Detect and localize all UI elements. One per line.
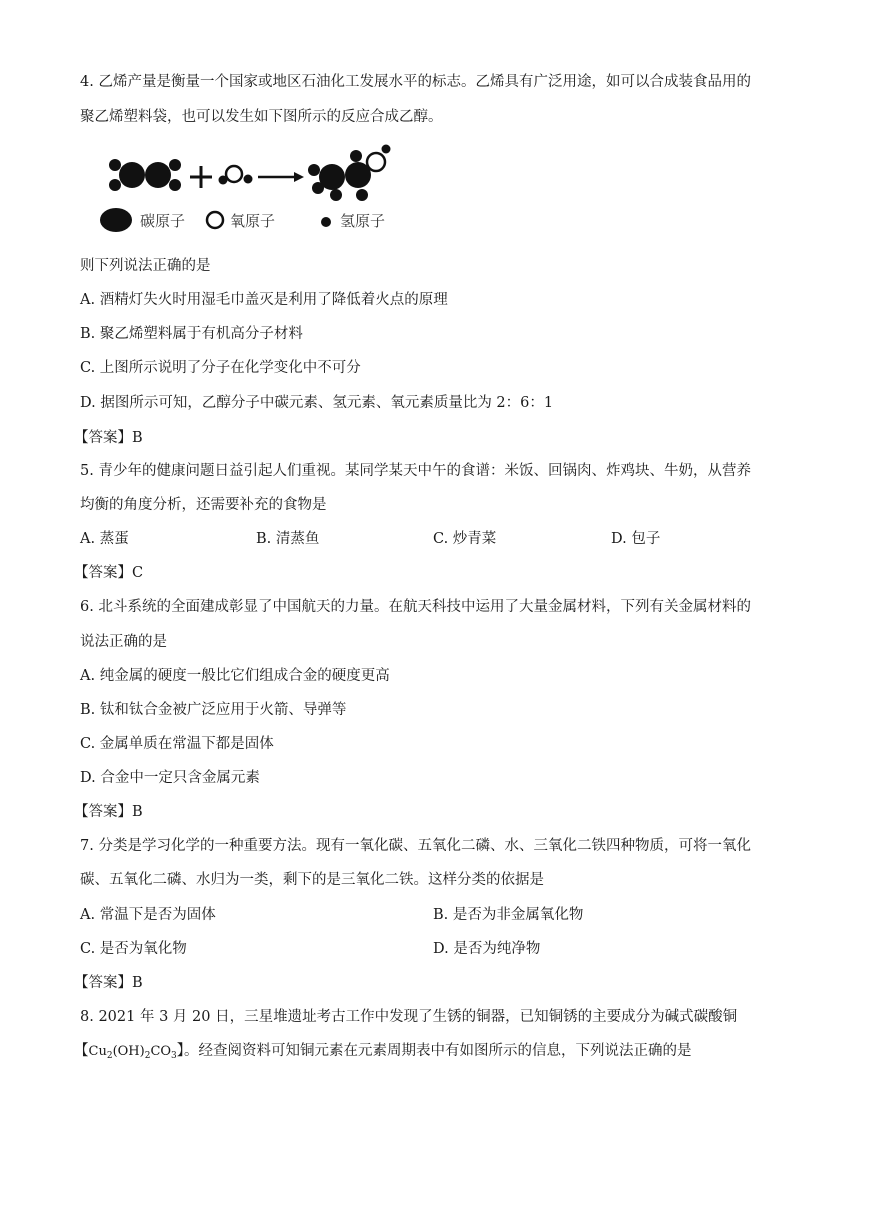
q5-answer: 【答案】C [74, 565, 144, 581]
q6-option-a: A. 纯金属的硬度一般比它们组成合金的硬度更高 [80, 668, 390, 684]
q7-answer: 【答案】B [74, 975, 143, 991]
q6-stem-line2: 说法正确的是 [80, 634, 167, 650]
hydrogen-atom [330, 189, 342, 201]
q8-stem-line2 [74, 1041, 692, 1066]
q4-option-a: A. 酒精灯失火时用湿毛巾盖灭是利用了降低着火点的原理 [80, 292, 448, 308]
hydrogen-legend-marker [321, 217, 331, 227]
oxygen-legend-label: 氧原子 [230, 212, 276, 230]
q6-option-b: B. 钛和钛合金被广泛应用于火箭、导弹等 [80, 702, 347, 718]
q4-stem-line1: 4. 乙烯产量是衡量一个国家或地区石油化工发展水平的标志。乙烯具有广泛用途，如可以合成装食品用的 [80, 74, 751, 90]
q4-option-d: D. 据图所示可知，乙醇分子中碳元素、氢元素、氧元素质量比为 2：6：1 [80, 395, 554, 411]
q6-option-c: C. 金属单质在常温下都是固体 [80, 736, 274, 752]
hydrogen-atom [109, 159, 121, 171]
q7-stem-line2: 碳、五氧化二磷、水归为一类，剩下的是三氧化二铁。这样分类的依据是 [80, 872, 544, 888]
q5-option-c: C. 炒青菜 [433, 531, 497, 547]
q7-option-a: A. 常温下是否为固体 [80, 907, 216, 923]
carbon-legend-label: 碳原子 [140, 212, 186, 230]
q5-option-d: D. 包子 [611, 531, 661, 547]
hydrogen-atom [109, 179, 121, 191]
q7-option-c: C. 是否为氧化物 [80, 941, 187, 957]
q5-option-a: A. 蒸蛋 [80, 531, 129, 547]
q8-bracket-open: 【 [74, 1043, 89, 1059]
q4-question: 则下列说法正确的是 [80, 258, 211, 274]
hydrogen-atom [169, 179, 181, 191]
diagram-legend [100, 208, 385, 232]
q8-stem-rest: 】。经查阅资料可知铜元素在元素周期表中有如图所示的信息，下列说法正确的是 [176, 1043, 692, 1059]
q5-stem-line2: 均衡的角度分析，还需要补充的食物是 [80, 497, 327, 513]
plus-sign [190, 166, 212, 188]
reaction-arrow [258, 172, 304, 182]
q6-answer: 【答案】B [74, 804, 143, 820]
carbon-atom [319, 164, 345, 190]
formula-co: CO [150, 1044, 172, 1059]
formula-cu-sub: 2 [106, 1051, 113, 1061]
hydrogen-atom [356, 189, 368, 201]
carbon-legend-marker [100, 208, 132, 232]
q7-option-b: B. 是否为非金属氧化物 [433, 907, 584, 923]
oxygen-atom [226, 166, 242, 182]
oxygen-atom [367, 153, 385, 171]
q6-option-d: D. 合金中一定只含金属元素 [80, 770, 260, 786]
oxygen-legend-marker [207, 212, 223, 228]
q4-option-c: C. 上图所示说明了分子在化学变化中不可分 [80, 360, 361, 376]
carbon-atom [119, 162, 145, 188]
ethanol-molecule [308, 145, 391, 202]
q7-stem-line1: 7. 分类是学习化学的一种重要方法。现有一氧化碳、五氧化二磷、水、三氧化二铁四种物质，可将一氧化 [80, 838, 751, 854]
reaction-diagram-svg [100, 140, 420, 240]
formula-co-sub: 3 [171, 1051, 177, 1061]
carbon-atom [145, 162, 171, 188]
reaction-diagram [100, 140, 420, 244]
hydrogen-legend-label: 氢原子 [340, 212, 386, 230]
formula-oh-sub: 2 [144, 1051, 151, 1061]
formula-oh: (OH) [112, 1044, 145, 1059]
formula-cu: Cu [88, 1044, 107, 1059]
q8-stem-line1: 8. 2021 年 3 月 20 日，三星堆遗址考古工作中发现了生锈的铜器，已知铜锈的主要成分为碱式碳酸铜 [80, 1009, 738, 1025]
hydrogen-atom [169, 159, 181, 171]
q4-stem-line2: 聚乙烯塑料袋，也可以发生如下图所示的反应合成乙醇。 [80, 109, 443, 125]
q5-stem-line1: 5. 青少年的健康问题日益引起人们重视。某同学某天中午的食谱：米饭、回锅肉、炸鸡块、牛奶，从营养 [80, 463, 751, 479]
q5-option-b: B. 清蒸鱼 [256, 531, 320, 547]
hydrogen-atom [382, 145, 391, 154]
hydrogen-atom [350, 150, 362, 162]
q4-option-b: B. 聚乙烯塑料属于有机高分子材料 [80, 326, 303, 342]
hydrogen-atom [244, 175, 253, 184]
q4-answer: 【答案】B [74, 430, 143, 446]
q6-stem-line1: 6. 北斗系统的全面建成彰显了中国航天的力量。在航天科技中运用了大量金属材料，下列有关金属材料的 [80, 599, 751, 615]
q7-option-d: D. 是否为纯净物 [433, 941, 541, 957]
ethylene-molecule [109, 159, 181, 191]
water-molecule [219, 166, 253, 185]
copper-carbonate-formula [89, 1044, 177, 1059]
hydrogen-atom [308, 164, 320, 176]
